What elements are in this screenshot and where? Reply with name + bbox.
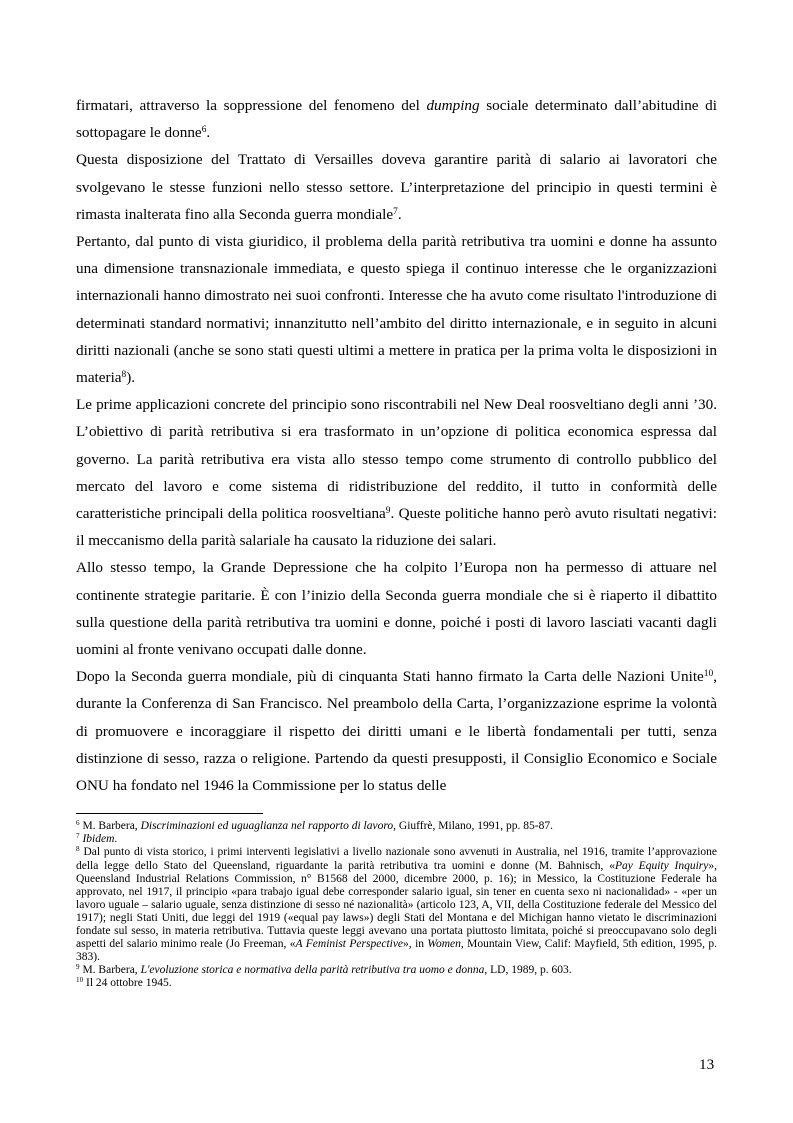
- paragraph: [76, 146, 717, 228]
- footnote-title: A Feminist Perspective: [295, 938, 404, 951]
- footnote-text: , Mountain View, Calif: Mayfield, 5th edition, 1995, p. 383).: [76, 938, 717, 964]
- footnote-number: 9: [76, 963, 80, 972]
- footnote-number: 7: [76, 832, 80, 841]
- paragraph: [76, 92, 717, 146]
- paragraph-text: Pertanto, dal punto di vista giuridico, il problema della parità retributiva tra uomini e donne ha assunto una dimensione transnazionale immediata, e questo spiega il continuo interesse che le organizzazioni internazionali hanno dimostrato nei suoi confronti. Interesse che ha avuto come risultato l'introduzione di determinati standard normativi; innanzitutto nell’ambito del diritto internazionale, e in seguito in alcuni diritti nazionali (anche se sono stati questi ultimi a mettere in pratica per la prima volta le disposizioni in materia: [76, 233, 717, 387]
- footnote-ref[interactable]: 10: [703, 669, 714, 680]
- footnote-ref[interactable]: 6: [201, 125, 207, 136]
- paragraph: [76, 663, 717, 799]
- footnote-title: Ibidem: [82, 833, 115, 846]
- footnote-title: L'evoluzione storica e normativa della parità retributiva tra uomo e donna: [140, 964, 485, 977]
- body-text: [76, 92, 717, 799]
- footnote-text: Il 24 ottobre 1945.: [83, 977, 172, 990]
- footnote-text: », in: [403, 938, 428, 951]
- footnote-separator: [76, 813, 263, 814]
- footnote-text: Dal punto di vista storico, i primi interventi legislativi a livello nazionale sono avvenuti in Australia, nel 1916, tramite l’approvazione della legge dello Stato del Queensland, riguardante la parità retributiva tra uomini e donne (M. Bahnisch, «: [76, 846, 717, 872]
- footnote-text: », Queensland Industrial Relations Commission, n° B1568 del 2000, dicembre 2000, p. 16); in Messico, la Costituzione Federale ha approvato, nel 1917, il principio «para trabajo igual debe corresponder salario igual, sin tener en cuenta sexo ni nacionalidad» - «per un lavoro uguale – salario uguale, senza distinzione di sesso né nazionalità» (articolo 123, A, VII, della Costituzione federale del Messico del 1917); negli Stati Uniti, due leggi del 1919 («equal pay laws») degli Stati del Montana e del Michigan hanno vietato le discriminazioni fondate sul sesso, in materia retributiva. Tuttavia queste leggi avevano una portata piuttosto limitata, poiché si preoccupavano solo degli aspetti del salario minimo reale (Jo Freeman, «: [76, 859, 717, 951]
- footnote-text: M. Barbera,: [79, 964, 141, 977]
- footnote: [76, 964, 717, 977]
- paragraph-text: ).: [126, 369, 136, 387]
- footnote: [76, 977, 717, 990]
- paragraph-text: . Queste politiche hanno però avuto risultati negativi: il meccanismo della parità salariale ha causato la riduzione dei salari.: [76, 505, 717, 550]
- footnote-ref[interactable]: 9: [385, 505, 391, 516]
- footnotes: [76, 820, 717, 990]
- footnote-number: 6: [76, 819, 80, 828]
- paragraph-text: .: [206, 124, 211, 142]
- footnote-number: 10: [76, 976, 84, 985]
- paragraph-text: , durante la Conferenza di San Francisco. Nel preambolo della Carta, l’organizzazione esprime la volontà di promuovere e incoraggiare il rispetto dei diritti umani e le libertà fondamentali per tutti, senza distinzione di sesso, razza o religione. Partendo da questi presupposti, il Consiglio Economico e Sociale ONU ha fondato nel 1946 la Commissione per lo status delle: [76, 668, 717, 795]
- italic-term: dumping: [426, 97, 480, 114]
- footnote-text: , LD, 1989, p. 603.: [484, 964, 572, 977]
- footnote-title: Pay Equity Inquiry: [615, 859, 709, 872]
- footnote-ref[interactable]: 8: [121, 369, 127, 380]
- footnote-text: .: [114, 833, 118, 846]
- paragraph-text: .: [397, 205, 402, 223]
- footnote-title: Women: [427, 938, 461, 951]
- paragraph-text: sociale determinato dall’abitudine di sottopagare le donne: [76, 97, 717, 142]
- footnote: [76, 846, 717, 964]
- footnote-number: 8: [76, 845, 80, 854]
- footnote-text: M. Barbera,: [79, 820, 141, 833]
- footnote: [76, 820, 717, 833]
- paragraph: [76, 228, 717, 391]
- paragraph-text: Le prime applicazioni concrete del principio sono riscontrabili nel New Deal roosveltiano degli anni ’30. L’obiettivo di parità retributiva si era trasformato in un’opzione di politica economica espressa dal governo. La parità retributiva era vista allo stesso tempo come strumento di controllo pubblico del mercato del lavoro e come sistema di ridistribuzione del reddito, il tutto in conformità delle caratteristiche principali della politica roosveltiana: [76, 396, 717, 523]
- page-number: 13: [699, 1056, 715, 1073]
- paragraph-text: firmatari, attraverso la soppressione del fenomeno del: [76, 97, 427, 114]
- paragraph: [76, 391, 717, 554]
- paragraph: [76, 554, 717, 663]
- footnote-text: , Giuffrè, Milano, 1991, pp. 85-87.: [393, 820, 553, 833]
- footnote-ref[interactable]: 7: [393, 206, 398, 217]
- footnote-title: Discriminazioni ed uguaglianza nel rapporto di lavoro: [140, 820, 394, 833]
- footnote: [76, 833, 717, 846]
- paragraph-text: Allo stesso tempo, la Grande Depressione che ha colpito l’Europa non ha permesso di attuare nel continente strategie paritarie. È con l’inizio della Seconda guerra mondiale che si è riaperto il dibattito sulla questione della parità retributiva tra uomini e donne, poiché i posti di lavoro lasciati vacanti dagli uomini al fronte venivano occupati dalle donne.: [76, 559, 717, 659]
- paragraph-text: Dopo la Seconda guerra mondiale, più di cinquanta Stati hanno firmato la Carta delle Nazioni Unite: [76, 668, 704, 686]
- paragraph-text: Questa disposizione del Trattato di Versailles doveva garantire parità di salario ai lavoratori che svolgevano le stesse funzioni nello stesso settore. L’interpretazione del principio in questi termini è rimasta inalterata fino alla Seconda guerra mondiale: [76, 151, 717, 223]
- document-page: [76, 92, 717, 991]
